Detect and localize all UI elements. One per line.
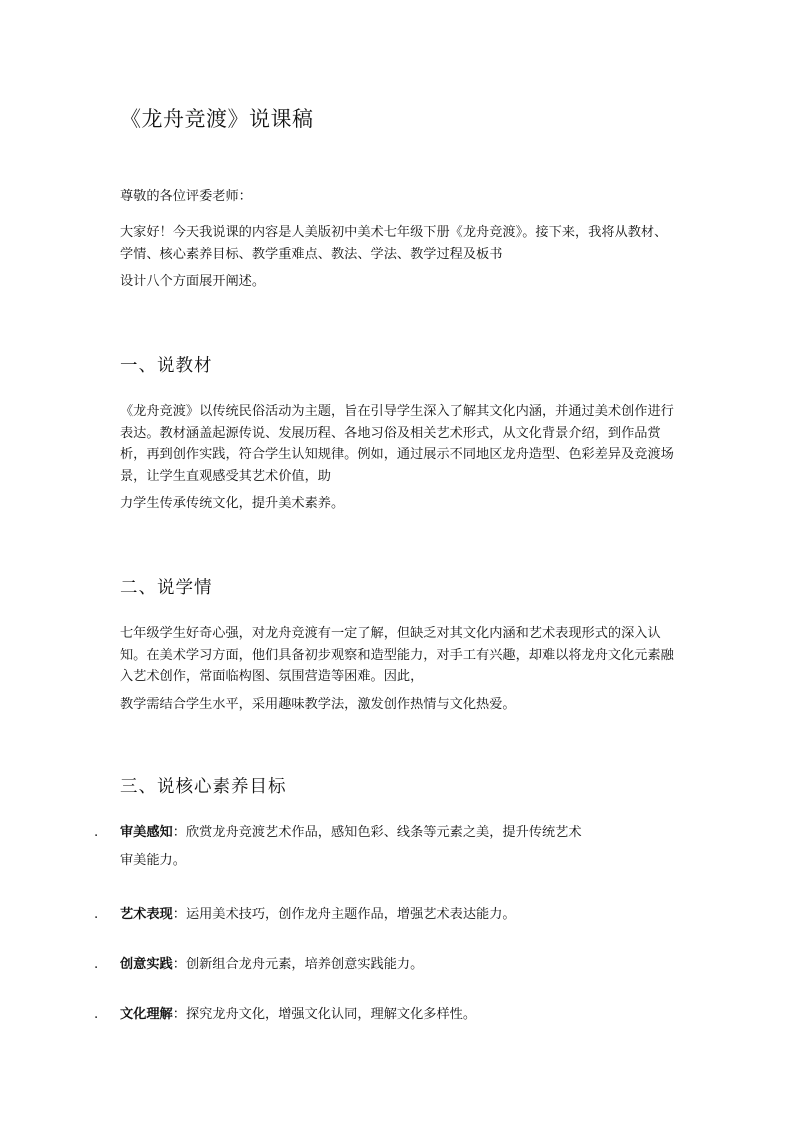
goal-term: 文化理解 [120, 1007, 173, 1022]
section-paragraph-textbook [120, 401, 676, 515]
goal-term: 艺术表现 [120, 907, 173, 922]
goal-term: 创意实践 [120, 957, 173, 972]
goal-bullet: . [94, 1007, 99, 1022]
goal-separator: ： [172, 907, 186, 922]
section-heading-goals: 三、说核心素养目标 [120, 777, 287, 797]
page-title: 《龙舟竞渡》说课稿 [120, 107, 314, 131]
intro-last-line: 设计八个方面展开阐述。 [120, 274, 266, 289]
goal-bullet: . [94, 907, 99, 922]
goal-text: 运用美术技巧，创作龙舟主题作品，增强艺术表达能力。 [185, 907, 516, 922]
goal-item [88, 822, 678, 871]
goal-bullet: . [94, 825, 99, 840]
goal-text: 创新组合龙舟元素，培养创意实践能力。 [185, 957, 424, 972]
students-lines: 七年级学生好奇心强，对龙舟竞渡有一定了解，但缺乏对其文化内涵和艺术表现形式的深入认知。在美术学习方面，他们具备初步观察和造型能力，对手工有兴趣，却难以将龙舟文化元素融入艺术创作，常面临构图、氛围营造等困难。因此， [120, 626, 674, 684]
goal-body [120, 904, 678, 926]
goal-separator: ： [172, 957, 186, 972]
goal-item [88, 904, 678, 926]
textbook-lines: 《龙舟竞渡》以传统民俗活动为主题，旨在引导学生深入了解其文化内涵，并通过美术创作进行表达。教材涵盖起源传说、发展历程、各地习俗及相关艺术形式，从文化背景介绍，到作品赏析，再到创作实践，符合学生认知规律。例如，通过展示不同地区龙舟造型、色彩差异及竞渡场景，让学生直观感受其艺术价值，助 [120, 404, 674, 484]
goal-item [88, 1004, 678, 1026]
goal-text: 欣赏龙舟竞渡艺术作品，感知色彩、线条等元素之美，提升传统艺术 [185, 825, 582, 840]
goal-continuation: 审美能力。 [120, 852, 186, 868]
goal-bullet: . [94, 957, 99, 972]
goal-body [120, 1004, 678, 1026]
section-paragraph-students [120, 623, 676, 715]
intro-paragraph [120, 222, 676, 293]
textbook-last-line: 力学生传承传统文化，提升美术素养。 [120, 496, 345, 511]
goal-body [120, 954, 678, 976]
goal-text: 探究龙舟文化，增强文化认同，理解文化多样性。 [185, 1007, 477, 1022]
goal-term: 审美感知 [120, 825, 173, 840]
section-heading-students: 二、说学情 [120, 578, 213, 598]
goal-item [88, 954, 678, 976]
goal-separator: ： [172, 1007, 186, 1022]
intro-lines: 大家好！今天我说课的内容是人美版初中美术七年级下册《龙舟竞渡》。接下来，我将从教材、学情、核心素养目标、教学重难点、教法、学法、教学过程及板书 [120, 225, 668, 262]
greeting: 尊敬的各位评委老师： [120, 189, 252, 204]
goal-separator: ： [172, 825, 186, 840]
goal-body [120, 822, 678, 871]
students-last-line: 教学需结合学生水平，采用趣味教学法，激发创作热情与文化热爱。 [120, 696, 516, 712]
section-heading-textbook: 一、说教材 [120, 356, 213, 376]
